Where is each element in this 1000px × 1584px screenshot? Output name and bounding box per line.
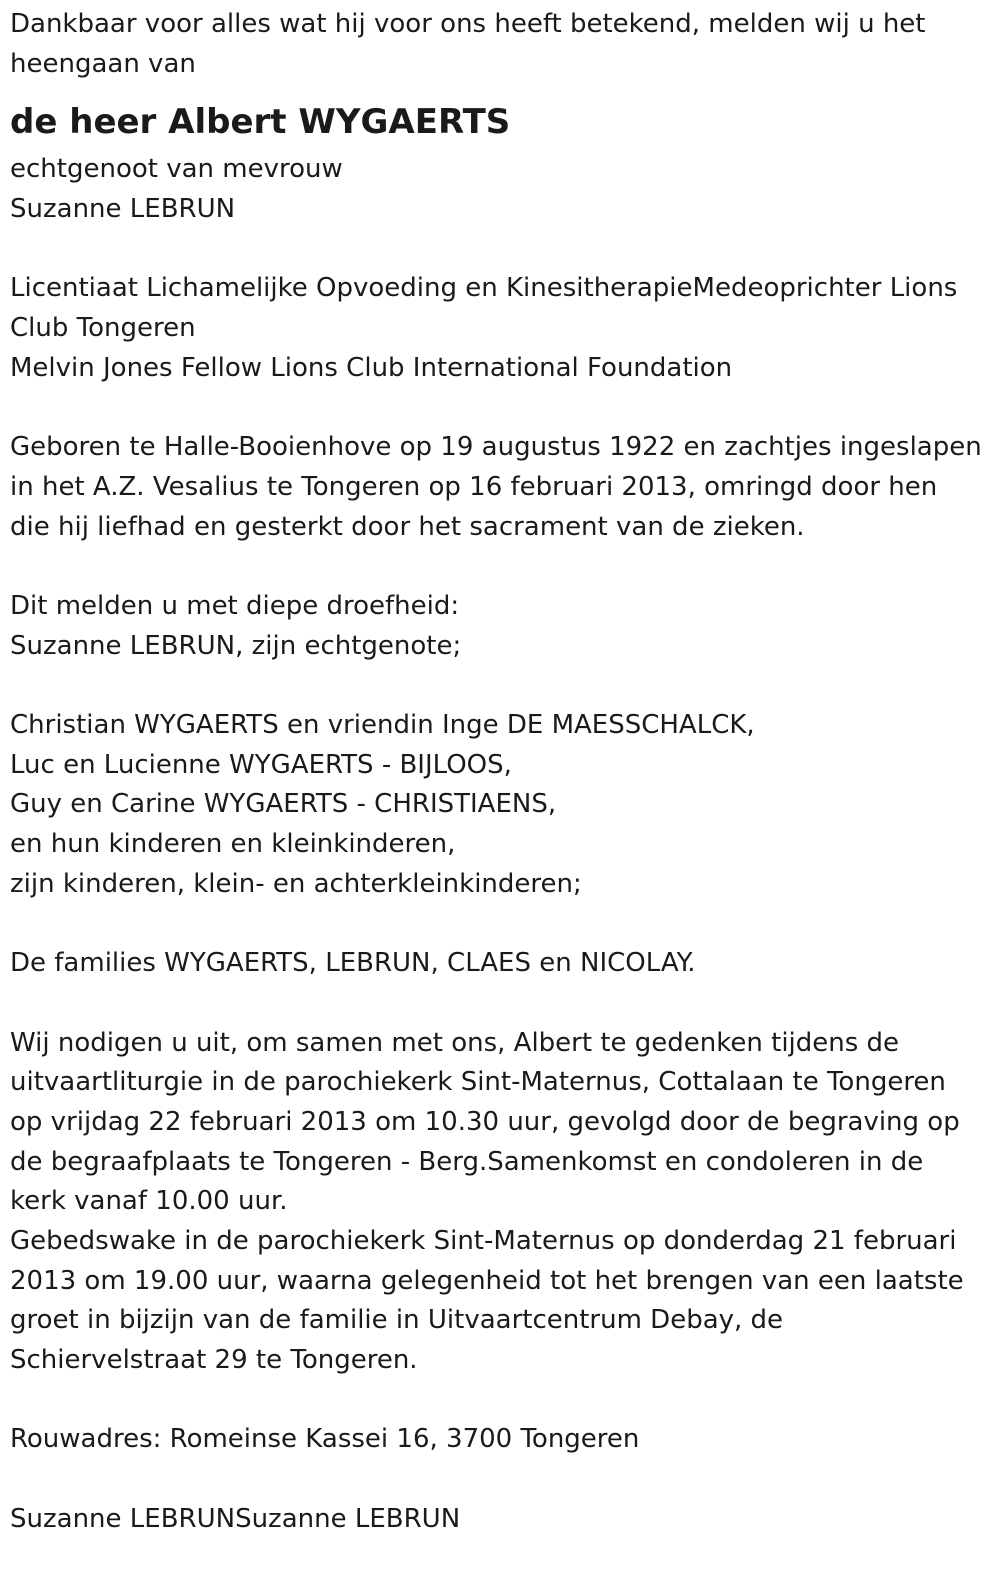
birth-line: Geboren te Halle-Booienhove op 19 augustus 1922 en zachtjes ingeslapen [10, 432, 982, 463]
ceremony-line: op vrijdag 22 februari 2013 om 10.30 uur, gevolgd door de begraving op [10, 1106, 960, 1137]
spacer [10, 1460, 985, 1500]
ceremony-line: uitvaartliturgie in de parochiekerk Sint-Maternus, Cottalaan te Tongeren [10, 1067, 946, 1098]
ceremony-line: kerk vanaf 10.00 uur. [10, 1186, 288, 1217]
titles-line: Club Tongeren [10, 313, 196, 344]
spacer [10, 984, 985, 1024]
announcement-line: Suzanne LEBRUN, zijn echtgenote; [10, 630, 462, 661]
intro-line: Dankbaar voor alles wat hij voor ons heeft betekend, melden wij u het [10, 9, 926, 39]
families-line: De families WYGAERTS, LEBRUN, CLAES en NICOLAY. [10, 948, 696, 979]
spacer [10, 547, 985, 587]
birth-line: in het A.Z. Vesalius te Tongeren op 16 februari 2013, omringd door hen [10, 471, 938, 502]
family-line: zijn kinderen, klein- en achterkleinkinderen; [10, 868, 582, 899]
death-notice [10, 0, 985, 1539]
spouse-line: echtgenoot van mevrouw [10, 154, 343, 185]
ceremony-line: 2013 om 19.00 uur, waarna gelegenheid tot het brengen van een laatste [10, 1265, 964, 1296]
intro-paragraph [10, 5, 985, 84]
ceremony-line: Wij nodigen u uit, om samen met ons, Albert te gedenken tijdens de [10, 1027, 900, 1058]
signature: Suzanne LEBRUNSuzanne LEBRUN [10, 1503, 461, 1534]
birth-paragraph [10, 428, 985, 547]
birth-line: die hij liefhad en gesterkt door het sacrament van de zieken. [10, 511, 805, 542]
spacer [10, 904, 985, 944]
ceremony-line: de begraafplaats te Tongeren - Berg.Samenkomst en condoleren in de [10, 1146, 924, 1177]
announcement-line: Dit melden u met diepe droefheid: [10, 590, 460, 621]
spacer [10, 666, 985, 706]
spacer [10, 389, 985, 429]
family-line: Guy en Carine WYGAERTS - CHRISTIAENS, [10, 789, 557, 820]
ceremony-paragraph [10, 1024, 985, 1381]
ceremony-line: Gebedswake in de parochiekerk Sint-Maternus op donderdag 21 februari [10, 1225, 957, 1256]
titles-line: Licentiaat Lichamelijke Opvoeding en KinesitherapieMedeoprichter Lions [10, 273, 958, 304]
titles-line: Melvin Jones Fellow Lions Club International Foundation [10, 352, 733, 383]
spouse-paragraph [10, 150, 985, 229]
spacer [10, 230, 985, 270]
spacer [10, 1381, 985, 1421]
mourning-address: Rouwadres: Romeinse Kassei 16, 3700 Tongeren [10, 1424, 640, 1455]
ceremony-line: Schiervelstraat 29 te Tongeren. [10, 1345, 418, 1375]
family-list [10, 706, 985, 904]
family-line: en hun kinderen en kleinkinderen, [10, 829, 456, 860]
family-line: Luc en Lucienne WYGAERTS - BIJLOOS, [10, 749, 512, 780]
spouse-line: Suzanne LEBRUN [10, 194, 236, 225]
family-line: Christian WYGAERTS en vriendin Inge DE MAESSCHALCK, [10, 710, 755, 740]
ceremony-line: groet in bijzijn van de familie in Uitvaartcentrum Debay, de [10, 1305, 784, 1336]
deceased-name: de heer Albert WYGAERTS [10, 102, 511, 143]
titles-paragraph [10, 269, 985, 388]
announcement-paragraph [10, 587, 985, 666]
intro-line: heengaan van [10, 48, 196, 79]
